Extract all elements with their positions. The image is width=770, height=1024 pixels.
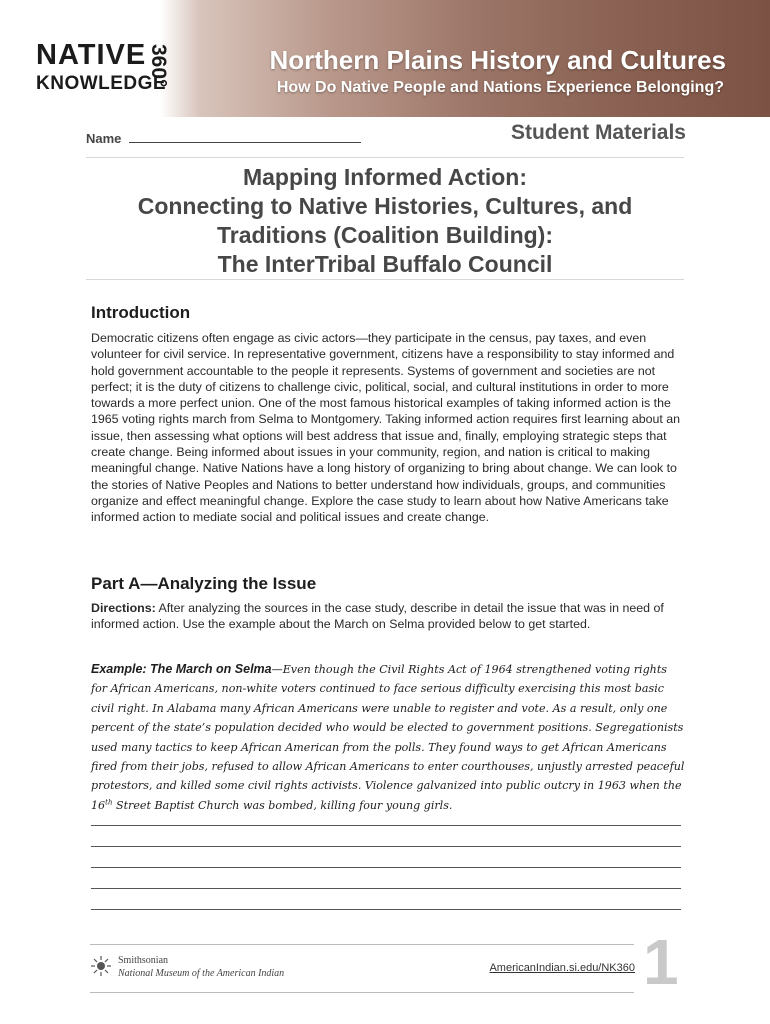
- student-materials-label: Student Materials: [510, 121, 686, 144]
- divider: [86, 157, 684, 158]
- directions-text: After analyzing the sources in the case study, describe in detail the issue that was in need of informed action. Use the example about the March on Selma provided below to get started.: [91, 601, 664, 632]
- example-text: —Even though the Civil Rights Act of 1964 strengthened voting rights for African Americans, non-white voters continued to face serious difficulty exercising this most basic civil right. In Alabama many African Americans were unable to register and vote. As a result, only one percent of the state’s population decided who would be elected to government positions. Segregationists used many tactics to keep African American from the polls. They found ways to get African Americans fired from their jobs, refused to allow African Americans to enter courthouses, unjustly arrested peaceful protestors, and killed some civil rights activists. Violence galvanized into public outcry in 1963 when the 16: [91, 663, 685, 812]
- introduction-heading: Introduction: [91, 303, 191, 322]
- header-banner: [0, 0, 770, 117]
- introduction-paragraph: Democratic citizens often engage as civic actors—they participate in the census, pay taxes, and even volunteer for civil service. In representative government, citizens have a responsibility to stay informed and hold government accountable to the people it represents. Systems of government and societies are not perfect; it is the duty of citizens to challenge civic, political, social, and cultural institutions in order to more towards a more perfect union. One of the most famous historical examples of taking informed action is the 1965 voting rights march from Selma to Montgomery. Taking informed action requires first learning about an issue, then assessing what options will best address that issue and, finally, employing strategic steps that create change. Being informed about issues in your community, region, and nation is critical to making meaningful change. Native Nations have a long history of organizing to bring about change. We can look to the stories of Native Peoples and Nations to better understand how individuals, groups, and communities organize and effect meaningful change. Explore the case study to learn about how Native Americans take informed action to mediate social and political issues and create change.: [91, 331, 681, 525]
- example-paragraph: [91, 660, 685, 815]
- page-number: 1: [643, 926, 679, 998]
- directions-paragraph: [91, 600, 691, 633]
- logo-360-text: 360°: [147, 44, 170, 88]
- name-label: Name: [86, 131, 122, 146]
- page-title: [86, 163, 684, 279]
- footer-divider: [90, 944, 634, 945]
- museum-label: National Museum of the American Indian: [118, 968, 285, 979]
- smithsonian-sun-logo-icon: [90, 955, 112, 977]
- example-label: Example: The March on Selma: [91, 662, 272, 676]
- name-blank-line[interactable]: [129, 130, 361, 143]
- answer-line[interactable]: [91, 825, 681, 826]
- answer-line[interactable]: [91, 909, 681, 910]
- website-link[interactable]: AmericanIndian.si.edu/NK360: [489, 962, 635, 974]
- example-superscript: th: [105, 798, 113, 807]
- logo-native-text: NATIVE: [36, 39, 147, 71]
- title-line: The InterTribal Buffalo Council: [217, 251, 553, 277]
- directions-label: Directions:: [91, 601, 156, 615]
- answer-line[interactable]: [91, 846, 681, 847]
- title-line: Connecting to Native Histories, Cultures, and: [137, 193, 633, 219]
- native-knowledge-360-logo: [36, 40, 176, 106]
- title-line: Mapping Informed Action:: [242, 164, 528, 190]
- header-title: Northern Plains History and Cultures: [269, 45, 726, 75]
- footer-divider: [90, 992, 634, 993]
- header-subtitle: How Do Native People and Nations Experience Belonging?: [276, 79, 724, 96]
- name-field[interactable]: [86, 130, 361, 146]
- divider: [86, 279, 684, 280]
- logo-knowledge-text: KNOWLEDGE: [36, 73, 167, 94]
- part-a-heading: Part A—Analyzing the Issue: [91, 574, 317, 593]
- answer-line[interactable]: [91, 867, 681, 868]
- title-line: Traditions (Coalition Building):: [216, 222, 553, 248]
- smithsonian-label: Smithsonian: [118, 955, 169, 966]
- logo-360-mark: [146, 42, 172, 104]
- example-text-end: Street Baptist Church was bombed, killing four young girls.: [112, 798, 453, 812]
- answer-line[interactable]: [91, 888, 681, 889]
